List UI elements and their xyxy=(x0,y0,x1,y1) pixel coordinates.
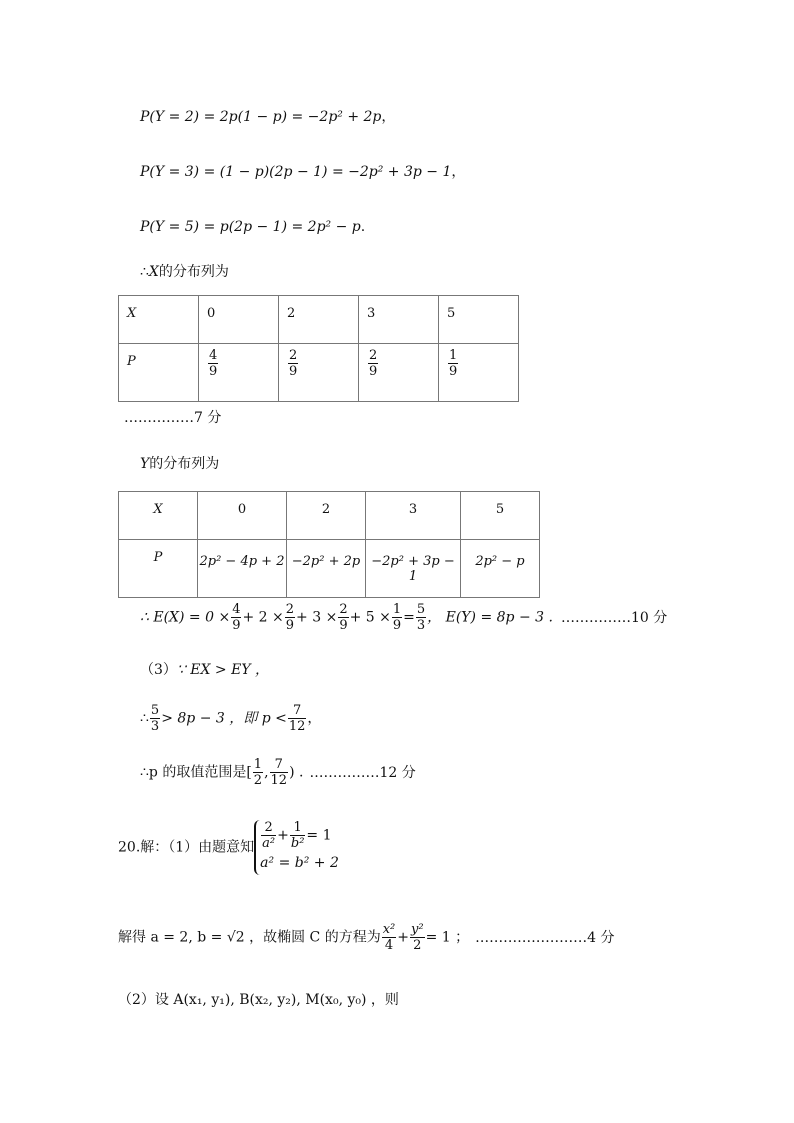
x-dist-text: 的分布列为 xyxy=(158,264,229,280)
y-var: Y xyxy=(140,456,150,472)
py3-line xyxy=(140,165,465,179)
y-dist-title xyxy=(140,457,219,471)
inequality-line: ∴ $\frac{5}{3}$ > 8p − 3 ，即 p < $\frac{7}{12}$ ， xyxy=(140,703,322,734)
score-7: ……………7 分 xyxy=(124,410,222,426)
table-y-header-row xyxy=(119,492,540,540)
q20-label: 20.解：（1）由题意知 xyxy=(118,839,255,856)
solve-line: 解得 a = 2, b = √2 ，故椭圆 C 的方程为 $\frac{\text{x²}}{4}$ + $\frac{\text{y²}}{2}$ = 1 ； ……………………4 分 xyxy=(118,922,615,953)
py2-formula: P(Y = 2) = 2p(1 − p) = −2p² + 2p xyxy=(140,109,382,125)
part3-label: （3） xyxy=(140,662,177,678)
q20-line xyxy=(118,820,339,875)
part3-text: ∵ EX > EY ， xyxy=(176,662,270,678)
table-x-header-cell: X xyxy=(119,296,199,344)
py2-end: ， xyxy=(381,109,396,125)
table-y-row-label: P xyxy=(119,540,198,598)
table-x-prob-cell: $\frac{4}{9}$ xyxy=(199,344,279,402)
py5-formula: P(Y = 5) = p(2p − 1) = 2p² − p xyxy=(140,219,361,235)
range-line: ∴p 的取值范围是[ $\frac{1}{2}$ , $\frac{7}{12}$ ) . ……………12 分 xyxy=(140,757,416,788)
table-x-prob-row xyxy=(119,344,519,402)
py5-line xyxy=(140,220,365,234)
x-dist-title xyxy=(140,265,229,279)
equation-system: $\frac{2}{\text{a²}}$ + $\frac{1}{\text{b²}}$ = 1 a² = b² + 2 xyxy=(254,820,339,875)
score-4: ……………………4 分 xyxy=(475,929,615,946)
table-y-prob-row xyxy=(119,540,540,598)
y-dist-text: 的分布列为 xyxy=(149,456,220,472)
table-y-prob-cell: 2p² − p xyxy=(461,540,540,598)
py5-end: . xyxy=(360,219,366,235)
table-x-header-cell: 3 xyxy=(359,296,439,344)
table-y-header-cell: 2 xyxy=(287,492,366,540)
table-x-header-row xyxy=(119,296,519,344)
table-x-header-cell: 5 xyxy=(439,296,519,344)
table-x-distribution xyxy=(118,295,519,402)
table-x-row-label: P xyxy=(119,344,199,402)
py3-end: ， xyxy=(451,164,466,180)
part2-line: （2）设 A(x₁, y₁), B(x₂, y₂), M(x₀, y₀) ，则 xyxy=(118,992,399,1008)
table-x-prob-cell: $\frac{1}{9}$ xyxy=(439,344,519,402)
table-y-prob-cell: −2p² + 2p xyxy=(287,540,366,598)
table-x-header-cell: 0 xyxy=(199,296,279,344)
part3-line xyxy=(140,663,269,677)
table-y-header-cell: 0 xyxy=(198,492,287,540)
expectation-line: ∴ E(X) = 0 × $\frac{4}{9}$ + 2 × $\frac{2}{9}$ + 3 × $\frac{2}{9}$ + 5 × $\frac{1}{9}$ = $\frac{5}{3}$ ， E(Y) = 8p − 3 . ……………10 分 xyxy=(140,602,668,633)
table-y-prob-cell: −2p² + 3p − 1 xyxy=(366,540,461,598)
score-12: ……………12 分 xyxy=(309,764,416,781)
py2-line xyxy=(140,110,395,124)
py3-formula: P(Y = 3) = (1 − p)(2p − 1) = −2p² + 3p − 1 xyxy=(140,164,452,180)
score-10: ……………10 分 xyxy=(560,609,668,626)
table-x-header-cell: 2 xyxy=(279,296,359,344)
table-y-header-cell: 5 xyxy=(461,492,540,540)
table-y-header-cell: X xyxy=(119,492,198,540)
table-y-header-cell: 3 xyxy=(366,492,461,540)
table-x-prob-cell: $\frac{2}{9}$ xyxy=(279,344,359,402)
table-y-prob-cell: 2p² − 4p + 2 xyxy=(198,540,287,598)
table-x-prob-cell: $\frac{2}{9}$ xyxy=(359,344,439,402)
table-y-distribution xyxy=(118,491,540,598)
therefore-symbol: ∴ xyxy=(140,264,149,280)
x-var: X xyxy=(148,264,159,280)
